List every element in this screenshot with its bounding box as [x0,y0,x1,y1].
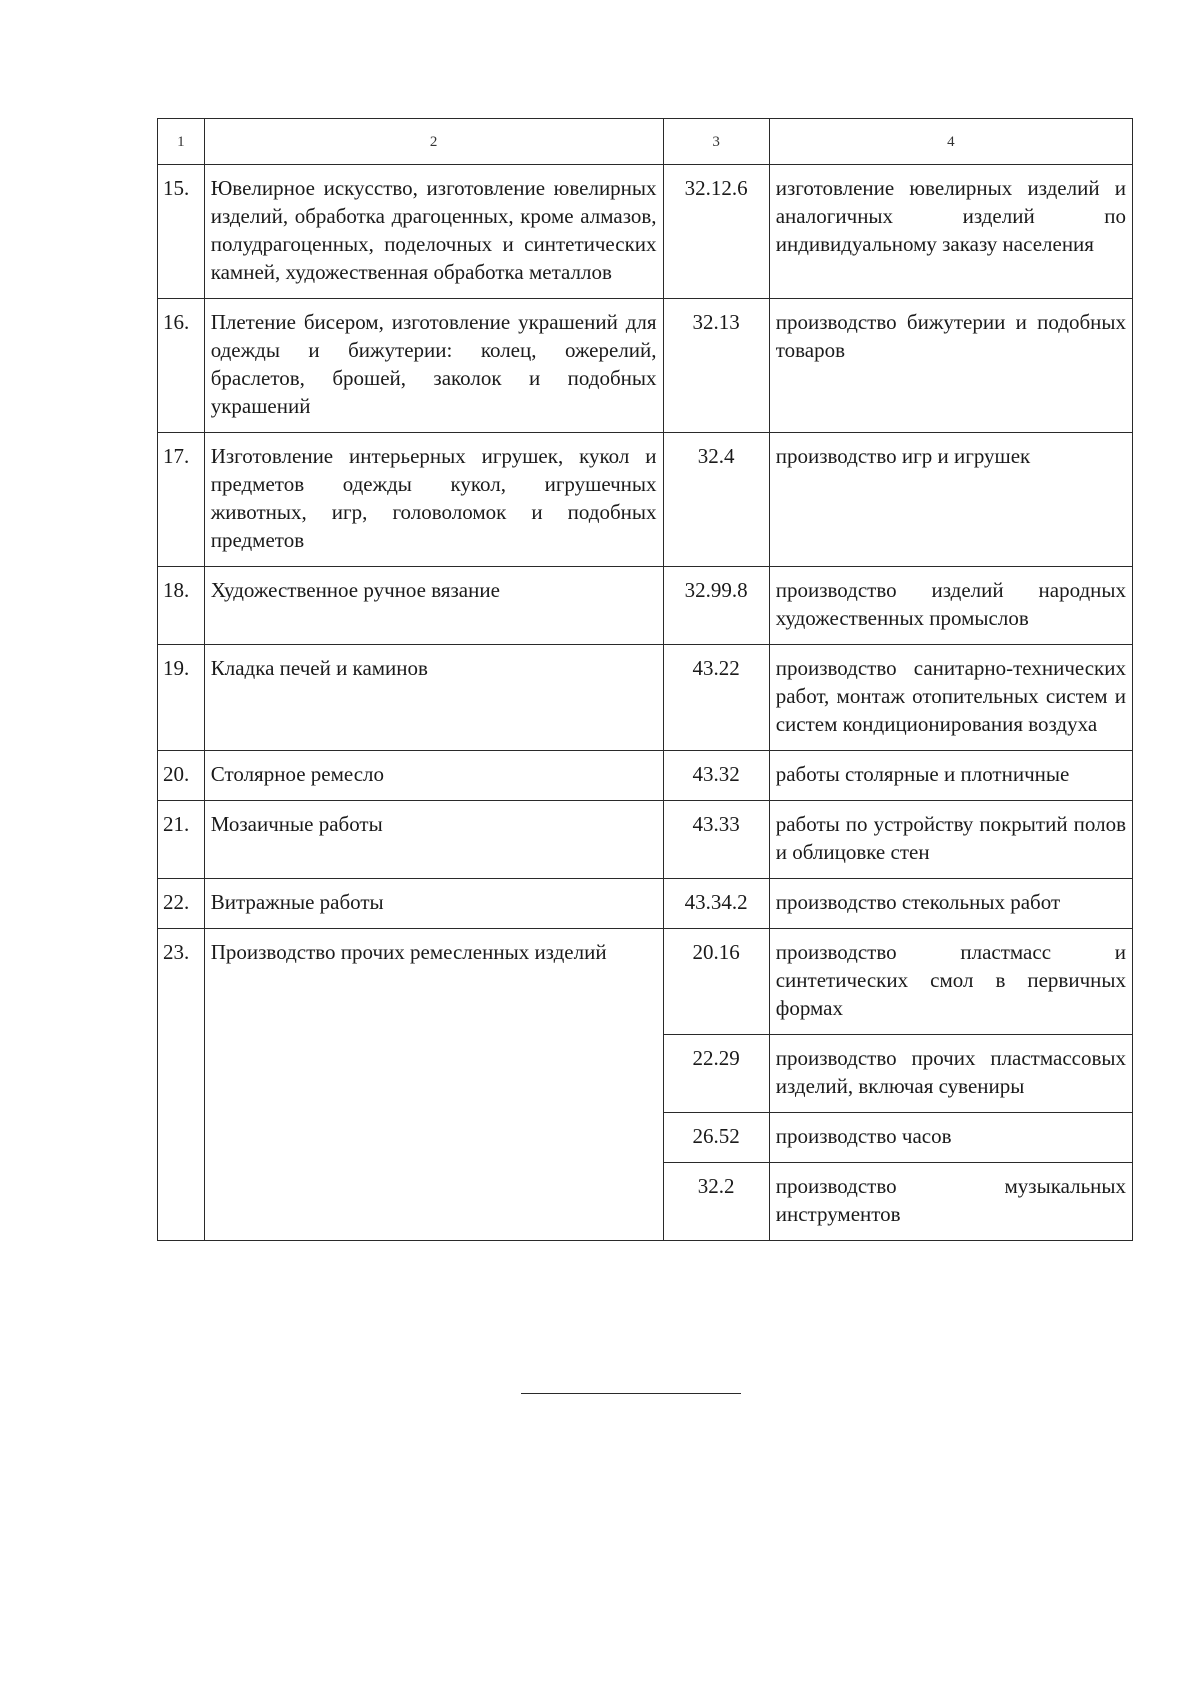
activity-name: Художественное ручное вязание [204,567,663,645]
row-number: 19. [158,645,205,751]
okved-description: производство прочих пластмассовых изделий, включая сувениры [769,1035,1132,1113]
okved-code: 22.29 [663,1035,769,1113]
table-row [158,299,1133,433]
activity-name: Производство прочих ремесленных изделий [204,929,663,1241]
activity-name: Витражные работы [204,879,663,929]
header-col-4: 4 [769,119,1132,165]
row-number: 18. [158,567,205,645]
table-row [158,645,1133,751]
table-header [158,119,1133,165]
table-row [158,879,1133,929]
okved-description: производство музыкальных инструментов [769,1163,1132,1241]
table-row [158,433,1133,567]
activity-name: Плетение бисером, изготовление украшений для одежды и бижутерии: колец, ожерелий, браслетов, брошей, заколок и подобных украшений [204,299,663,433]
activity-name: Столярное ремесло [204,751,663,801]
activity-name: Изготовление интерьерных игрушек, кукол и предметов одежды кукол, игрушечных животных, игр, головоломок и подобных предметов [204,433,663,567]
okved-description: производство изделий народных художественных промыслов [769,567,1132,645]
header-col-1: 1 [158,119,205,165]
table-row [158,165,1133,299]
header-col-2: 2 [204,119,663,165]
table-row [158,801,1133,879]
activity-name: Ювелирное искусство, изготовление ювелирных изделий, обработка драгоценных, кроме алмазов, полудрагоценных, поделочных и синтетических камней, художественная обработка металлов [204,165,663,299]
footer-divider [521,1393,741,1394]
okved-description: производство игр и игрушек [769,433,1132,567]
activity-name: Мозаичные работы [204,801,663,879]
okved-code: 32.2 [663,1163,769,1241]
row-number: 21. [158,801,205,879]
header-col-3: 3 [663,119,769,165]
row-number: 23. [158,929,205,1241]
table-body [158,165,1133,1241]
table-row [158,929,1133,1035]
okved-description: производство часов [769,1113,1132,1163]
okved-code: 32.13 [663,299,769,433]
okved-code: 32.99.8 [663,567,769,645]
table-row [158,751,1133,801]
okved-description: производство санитарно-технических работ, монтаж отопительных систем и систем кондиционирования воздуха [769,645,1132,751]
okved-description: работы по устройству покрытий полов и облицовке стен [769,801,1132,879]
okved-code: 20.16 [663,929,769,1035]
okved-description: работы столярные и плотничные [769,751,1132,801]
row-number: 17. [158,433,205,567]
row-number: 22. [158,879,205,929]
activities-table [157,118,1133,1241]
okved-code: 32.4 [663,433,769,567]
table-row [158,567,1133,645]
okved-description: производство стекольных работ [769,879,1132,929]
okved-code: 32.12.6 [663,165,769,299]
activity-name: Кладка печей и каминов [204,645,663,751]
header-row [158,119,1133,165]
okved-code: 43.33 [663,801,769,879]
row-number: 20. [158,751,205,801]
okved-code: 43.32 [663,751,769,801]
row-number: 16. [158,299,205,433]
okved-code: 43.22 [663,645,769,751]
okved-description: производство пластмасс и синтетических смол в первичных формах [769,929,1132,1035]
okved-code: 26.52 [663,1113,769,1163]
okved-description: изготовление ювелирных изделий и аналогичных изделий по индивидуальному заказу населения [769,165,1132,299]
okved-code: 43.34.2 [663,879,769,929]
okved-description: производство бижутерии и подобных товаров [769,299,1132,433]
row-number: 15. [158,165,205,299]
